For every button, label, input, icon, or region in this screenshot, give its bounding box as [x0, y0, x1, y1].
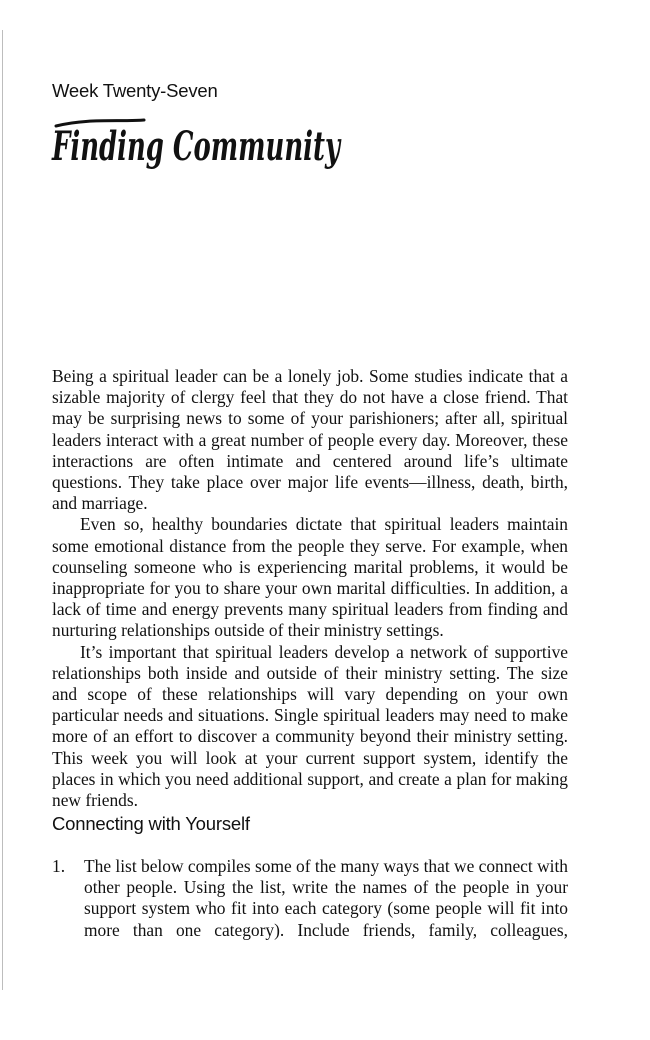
item-number: 1.	[52, 856, 66, 876]
paragraph-1: Being a spiritual leader can be a lonely job. Some studies indicate that a sizable majority of clergy feel that they do not have a close friend. That may be surprising news to some of your parishioners; after all, spiritual leaders interact with a great number of people every day. Moreover, these interactions are often intimate and centered around life’s ultimate questions. They take place over major life events—illness, death, birth, and marriage.	[52, 366, 568, 514]
chapter-title-text: Finding Community	[51, 123, 342, 170]
body-text	[52, 366, 568, 811]
paragraph-2: Even so, healthy boundaries dictate that spiritual leaders maintain some emotional distance from the people they serve. For example, when counseling someone who is experiencing marital problems, it would be inappropriate for you to share your own marital difficulties. In addition, a lack of time and energy prevents many spiritual leaders from finding and nurturing relationships outside of their ministry settings.	[52, 514, 568, 641]
item-text: The list below compiles some of the many ways that we connect with other people. Using the list, write the names of the people in your support system who fit into each category (some people will fit into more than one category). Include friends, family, colleagues,	[84, 856, 568, 940]
numbered-list-item	[52, 856, 568, 941]
week-label: Week Twenty-Seven	[52, 80, 218, 101]
paragraph-3: It’s important that spiritual leaders develop a network of supportive relationships both inside and outside of their ministry setting. The size and scope of these relationships will vary depending on your own particular needs and situations. Single spiritual leaders may need to make more of an effort to discover a community beyond their ministry setting. This week you will look at your current support system, identify the places in which you need additional support, and create a plan for making new friends.	[52, 641, 568, 811]
page-margin-rule	[2, 30, 3, 990]
chapter-title	[48, 112, 348, 192]
section-heading: Connecting with Yourself	[52, 813, 250, 834]
